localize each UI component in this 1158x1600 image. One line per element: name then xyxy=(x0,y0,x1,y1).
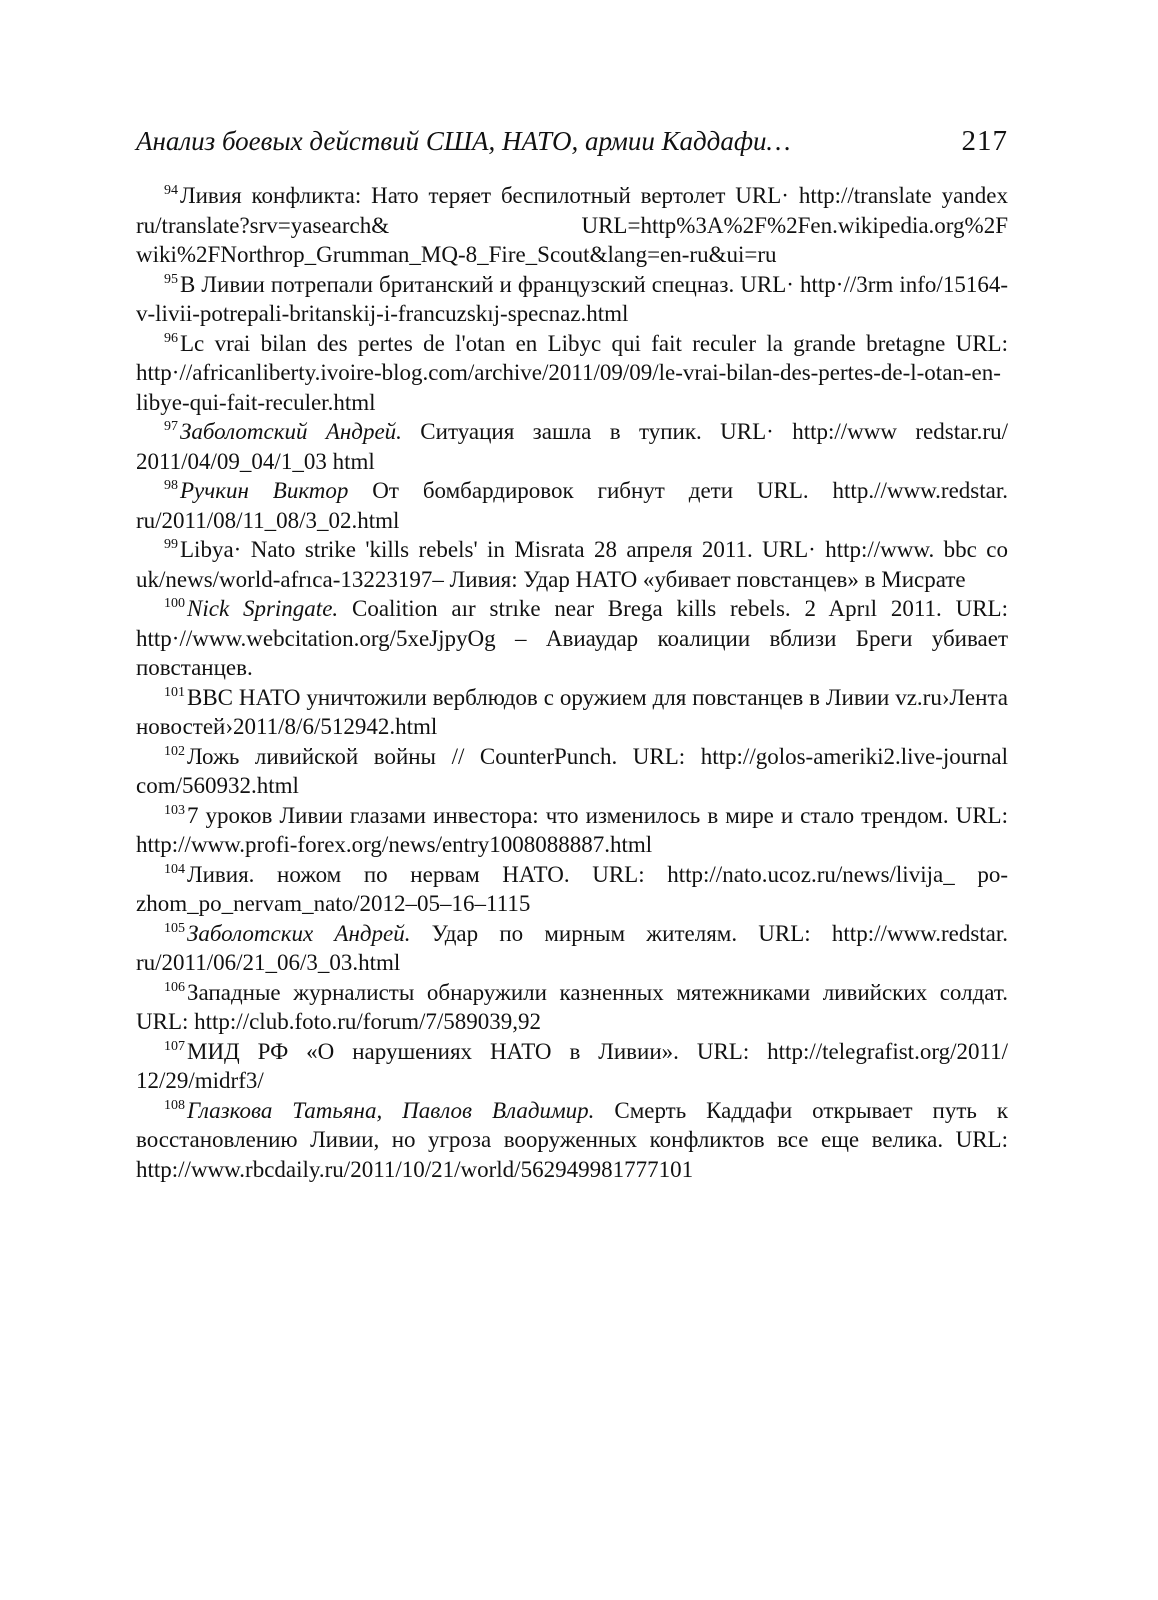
footnote-text: 7 уроков Ливии глазами инвестора: что изменилось в мире и стало трендом. URL: http://www.profi-forex.org/news/entry1008088887.html xyxy=(136,802,1008,857)
footnote-text: Lc vrai bilan des pertes de l'otan en Libyc qui fait reculer la grande bretagne URL: http·//africanliberty.ivoire-blog.com/archive/2011/09/09/le-vrai-bilan-des-pertes-de-l-otan-en-libye-qui-fait-reculer.html xyxy=(136,330,1008,415)
footnote xyxy=(136,1096,1008,1185)
footnote-text: Ливия конфликта: Нато теряет беспилотный вертолет URL· http://translate yandex ru/translate?srv=yasearch& URL=http%3A%2F%2Fen.wikipedia.org%2F wiki%2FNorthrop_Grumman_MQ-8_Fire_Scout&lang=en-ru&ui=ru xyxy=(136,183,1008,267)
footnote-text: Coalition aır strıke near Brega kills rebels. 2 Aprıl 2011. URL: http·//www.webcitation.org/5xeJjpyOg – Авиаудар коалиции вблизи Бреги убивает повстанцев. xyxy=(136,596,1008,680)
running-title: Анализ боевых действий США, НАТО, армии Каддафи… xyxy=(136,126,791,156)
footnote-author: Заболотских Андрей. xyxy=(187,920,411,946)
footnote xyxy=(136,535,1008,594)
book-page xyxy=(136,125,1008,1184)
footnote-number: 98 xyxy=(164,478,178,494)
footnote-text: Западные журналисты обнаружили казненных мятежниками ливийских солдат. URL: http://club.foto.ru/forum/7/589039,92 xyxy=(136,979,1008,1034)
footnote-text: ВВС НАТО уничтожили верблюдов с оружием для повстанцев в Ливии vz.ru›Лента новостей›2011/8/6/512942.html xyxy=(136,684,1008,739)
footnote-number: 105 xyxy=(164,920,185,936)
footnote-number: 95 xyxy=(164,271,178,287)
footnote xyxy=(136,1037,1008,1096)
footnote-number: 94 xyxy=(164,183,178,199)
footnote-text: Ложь ливийской войны // CounterPunch. URL: http://golos-ameriki2.live-journal com/560932.html xyxy=(136,743,1008,798)
page-number: 217 xyxy=(961,125,1008,157)
footnote xyxy=(136,181,1008,270)
footnote-number: 106 xyxy=(164,979,185,995)
footnote xyxy=(136,329,1008,418)
footnote-number: 103 xyxy=(164,802,185,818)
footnote-author: Заболотский Андрей. xyxy=(180,419,402,444)
footnote-text: Смерть Каддафи открывает путь к восстановлению Ливии, но угроза вооруженных конфликтов все еще велика. URL: http://www.rbcdaily.ru/2011/10/21/world/562949981777101 xyxy=(136,1097,1008,1182)
footnote xyxy=(136,919,1008,978)
footnote-number: 100 xyxy=(164,596,185,612)
page-header xyxy=(136,125,1008,175)
footnote xyxy=(136,742,1008,801)
footnote xyxy=(136,594,1008,683)
footnote-text: Ливия. ножом по нервам НАТО. URL: http://nato.ucoz.ru/news/livija_ po-zhom_po_nervam_nato/2012–05–16–1115 xyxy=(136,861,1008,916)
footnote-author: Глазкова Татьяна, Павлов Владимир. xyxy=(187,1097,595,1123)
footnote-number: 101 xyxy=(164,684,185,700)
footnote-text: Libya· Nato strike 'kills rebels' in Misrata 28 апреля 2011. URL· http://www. bbc co uk/news/world-afrıca-13223197– Ливия: Удар НАТО «убивает повстанцев» в Мисрате xyxy=(136,537,1008,592)
footnote xyxy=(136,417,1008,476)
footnote xyxy=(136,270,1008,329)
footnote xyxy=(136,683,1008,742)
footnote-number: 104 xyxy=(164,861,185,877)
footnote-text: Ситуация зашла в тупик. URL· http://www redstar.ru/ 2011/04/09_04/1_03 html xyxy=(136,419,1008,474)
footnote-number: 102 xyxy=(164,743,185,759)
footnote xyxy=(136,860,1008,919)
footnote-text: В Ливии потрепали британский и французский спецназ. URL· http·//3rm info/15164-v-livii-potrepali-britanskij-i-francuzskıj-specnaz.html xyxy=(136,271,1008,326)
footnote-text: Удар по мирным жителям. URL: http://www.redstar. ru/2011/06/21_06/3_03.html xyxy=(136,920,1009,975)
footnotes-list xyxy=(136,181,1008,1184)
footnote-text: МИД РФ «О нарушениях НАТО в Ливии». URL: http://telegrafist.org/2011/ 12/29/midrf3/ xyxy=(136,1038,1008,1093)
footnote-author: Nick Springate. xyxy=(187,596,339,621)
footnote-text: От бомбардировок гибнут дети URL. http.//www.redstar. ru/2011/08/11_08/3_02.html xyxy=(136,478,1008,533)
footnote-number: 96 xyxy=(164,330,178,346)
footnote-number: 99 xyxy=(164,537,178,553)
footnote-number: 108 xyxy=(164,1097,185,1113)
footnote xyxy=(136,801,1008,860)
footnote-number: 107 xyxy=(164,1038,185,1054)
footnote xyxy=(136,476,1008,535)
footnote-number: 97 xyxy=(164,419,178,435)
footnote xyxy=(136,978,1008,1037)
footnote-author: Ручкин Виктор xyxy=(180,478,349,503)
